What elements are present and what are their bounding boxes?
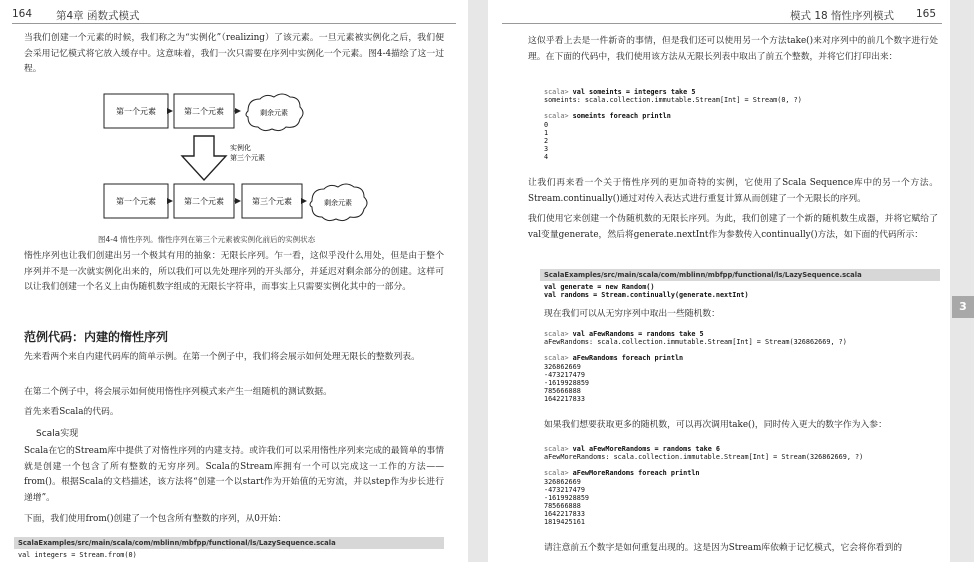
left-file-path: ScalaExamples/src/main/scala/com/mblinn/mbfpp/functional/ls/LazySequence.scala	[14, 537, 444, 549]
code1-cmd-2: someints foreach println	[572, 112, 671, 120]
figure-lazy-sequence	[0, 88, 468, 258]
right-header-title: 模式 18 惰性序列模式	[790, 10, 895, 22]
code1-prompt-2: scala>	[544, 112, 569, 120]
right-page-number: 165	[916, 8, 937, 20]
figure-caption: 图4-4 惰性序列。惰性序列在第三个元素被实例化前后的实例状态	[98, 235, 316, 244]
code1-output-4: 4	[544, 153, 549, 161]
right-para-3: 我们使用它来创建一个伪随机数的无限长序列。为此，我们创建了一个新的随机数生成器，并将它赋给了val变量generate，然后将generate.nextInt作为参数传入continually()方法，如下面的代码所示：	[528, 214, 938, 240]
left-para-3: 先来看两个来自内建代码库的简单示例。在第一个例子中，我们将会展示如何处理无限长的整数列表。	[24, 352, 420, 362]
code1-line2: someints: scala.collection.immutable.Stream[Int] = Stream(0, ?)	[544, 96, 802, 104]
left-para-7: 下面，我们使用from()创建了一个包含所有整数的序列，从0开始：	[24, 514, 287, 524]
bottom-box-2-label: 第二个元素	[184, 197, 224, 206]
left-para-1: 当我们创建一个元素的时候，我们称之为“实例化”（realizing）了该元素。一旦元素被实例化之后，我们便会采用记忆模式将它放入缓存中。这意味着，我们一次只需要在序列中实例化一个元素。图4-4描绘了这一过程。	[24, 33, 444, 74]
code1-cmd-1: val someints = integers take 5	[572, 88, 696, 96]
code4-line3	[544, 469, 700, 477]
code1-output-3: 3	[544, 145, 549, 153]
right-para-4: 现在我们可以从无穷序列中取出一些随机数：	[544, 309, 720, 319]
code1-line3	[544, 112, 671, 120]
code3-output-0: 326862669	[544, 363, 581, 371]
top-cloud-label: 剩余元素	[260, 109, 288, 117]
code3-output-1: -473217479	[544, 371, 585, 379]
code3-output-3: 785666888	[544, 387, 581, 395]
left-para-6: Scala在它的Stream库中提供了对惰性序列的内建支持。或许我们可以采用惰性序列来完成的最简单的事情就是创建一个包含了所有整数的无穷序列。Scala的Stream库拥有一个可以完成这一工作的方法——from()。根据Scala的文档描述，该方法将“创建一个以start作为开始值的无穷流，并以step作为步长进行递增”。	[24, 446, 444, 503]
right-para-5: 如果我们想要获取更多的随机数，可以再次调用take()，同时传入更大的数字作为入参：	[544, 420, 887, 430]
code2-line2-text: val randoms = Stream.continually(generate.nextInt)	[544, 291, 749, 299]
right-para-6: 请注意前五个数字是如何重复出现的。这是因为Stream库依赖于记忆模式，它会将你看到的	[544, 543, 903, 553]
code1-output-1: 1	[544, 129, 549, 137]
code4-output-3: 785666888	[544, 502, 581, 510]
subsection-title: Scala实现	[36, 429, 79, 439]
right-para-1: 这似乎看上去是一件新奇的事情，但是我们还可以使用另一个方法take()来对序列中的前几个数字进行处理。在下面的代码中，我们使用该方法从无限长列表中取出了前五个整数，并将它们打印出来：	[528, 36, 938, 62]
code3-line3	[544, 354, 683, 362]
right-para-2: 让我们再来看一个关于惰性序列的更加奇特的实例，它使用了Scala Sequence库中的另一个方法。Stream.continually()通过对传入表达式进行重复计算从而创建了一个无限长的序列。	[528, 178, 938, 204]
left-page-number: 164	[12, 8, 33, 20]
code3-output-2: -1619928859	[544, 379, 590, 387]
code4-output-1: -473217479	[544, 486, 585, 494]
left-para-2: 惰性序列也让我们创建出另一个极其有用的抽象：无限长序列。乍一看，这似乎没什么用处，但是由于整个序列并不是一次就实例化出来的，所以我们可以先处理序列的开头部分，并延迟对剩余部分的创建。这样可以让我们创建一个名义上由伪随机数字组成的无限长字符串，而事实上只需要实例化其中的一部分。	[24, 251, 444, 292]
code3-prompt-1: scala>	[544, 330, 569, 338]
section-title: 范例代码：内建的惰性序列	[24, 330, 169, 344]
code4-line2: aFewMoreRandoms: scala.collection.immutable.Stream[Int] = Stream(326862669, ?)	[544, 453, 864, 461]
left-header-rule	[12, 23, 456, 24]
code4-cmd-1: val aFewMoreRandoms = randoms take 6	[572, 445, 720, 453]
code4-cmd-2: aFewMoreRandoms foreach println	[572, 469, 700, 477]
code4-output-2: -1619928859	[544, 494, 590, 502]
code3-output-4: 1642217833	[544, 395, 585, 403]
code1-prompt-1: scala>	[544, 88, 569, 96]
right-header-rule	[502, 23, 942, 24]
left-chapter-title: 第4章 函数式模式	[56, 10, 140, 22]
down-arrow	[182, 136, 226, 180]
right-file-path: ScalaExamples/src/main/scala/com/mblinn/mbfpp/functional/ls/LazySequence.scala	[540, 269, 940, 281]
right-page	[488, 0, 950, 562]
code4-prompt-2: scala>	[544, 469, 569, 477]
code3-line2: aFewRandoms: scala.collection.immutable.Stream[Int] = Stream(326862669, ?)	[544, 338, 847, 346]
left-page	[0, 0, 468, 562]
top-box-2-label: 第二个元素	[184, 107, 224, 116]
code3-prompt-2: scala>	[544, 354, 569, 362]
bottom-box-3-label: 第三个元素	[252, 197, 292, 206]
bottom-cloud-label: 剩余元素	[324, 199, 352, 207]
chapter-side-tab: 3	[952, 296, 974, 318]
left-para-5: 首先来看Scala的代码。	[24, 407, 119, 417]
code4-prompt-1: scala>	[544, 445, 569, 453]
code2-line1-text: val generate = new Random()	[544, 283, 655, 291]
left-para-4: 在第二个例子中，将会展示如何使用惰性序列模式来产生一组随机的测试数据。	[24, 387, 332, 397]
bottom-box-1-label: 第一个元素	[116, 197, 156, 206]
arrow-label-2: 第三个元素	[230, 154, 265, 162]
code4-output-0: 326862669	[544, 478, 581, 486]
arrow-label-1: 实例化	[230, 144, 251, 152]
code3-cmd-2: aFewRandoms foreach println	[572, 354, 684, 362]
code4-output-5: 1819425161	[544, 518, 585, 526]
top-box-1-label: 第一个元素	[116, 107, 156, 116]
code2-line2	[544, 291, 749, 299]
code1-output-2: 2	[544, 137, 549, 145]
code4-output-4: 1642217833	[544, 510, 585, 518]
code3-cmd-1: val aFewRandoms = randoms take 5	[572, 330, 704, 338]
code1-output-0: 0	[544, 121, 549, 129]
left-code-line: val integers = Stream.from(0)	[18, 551, 137, 559]
